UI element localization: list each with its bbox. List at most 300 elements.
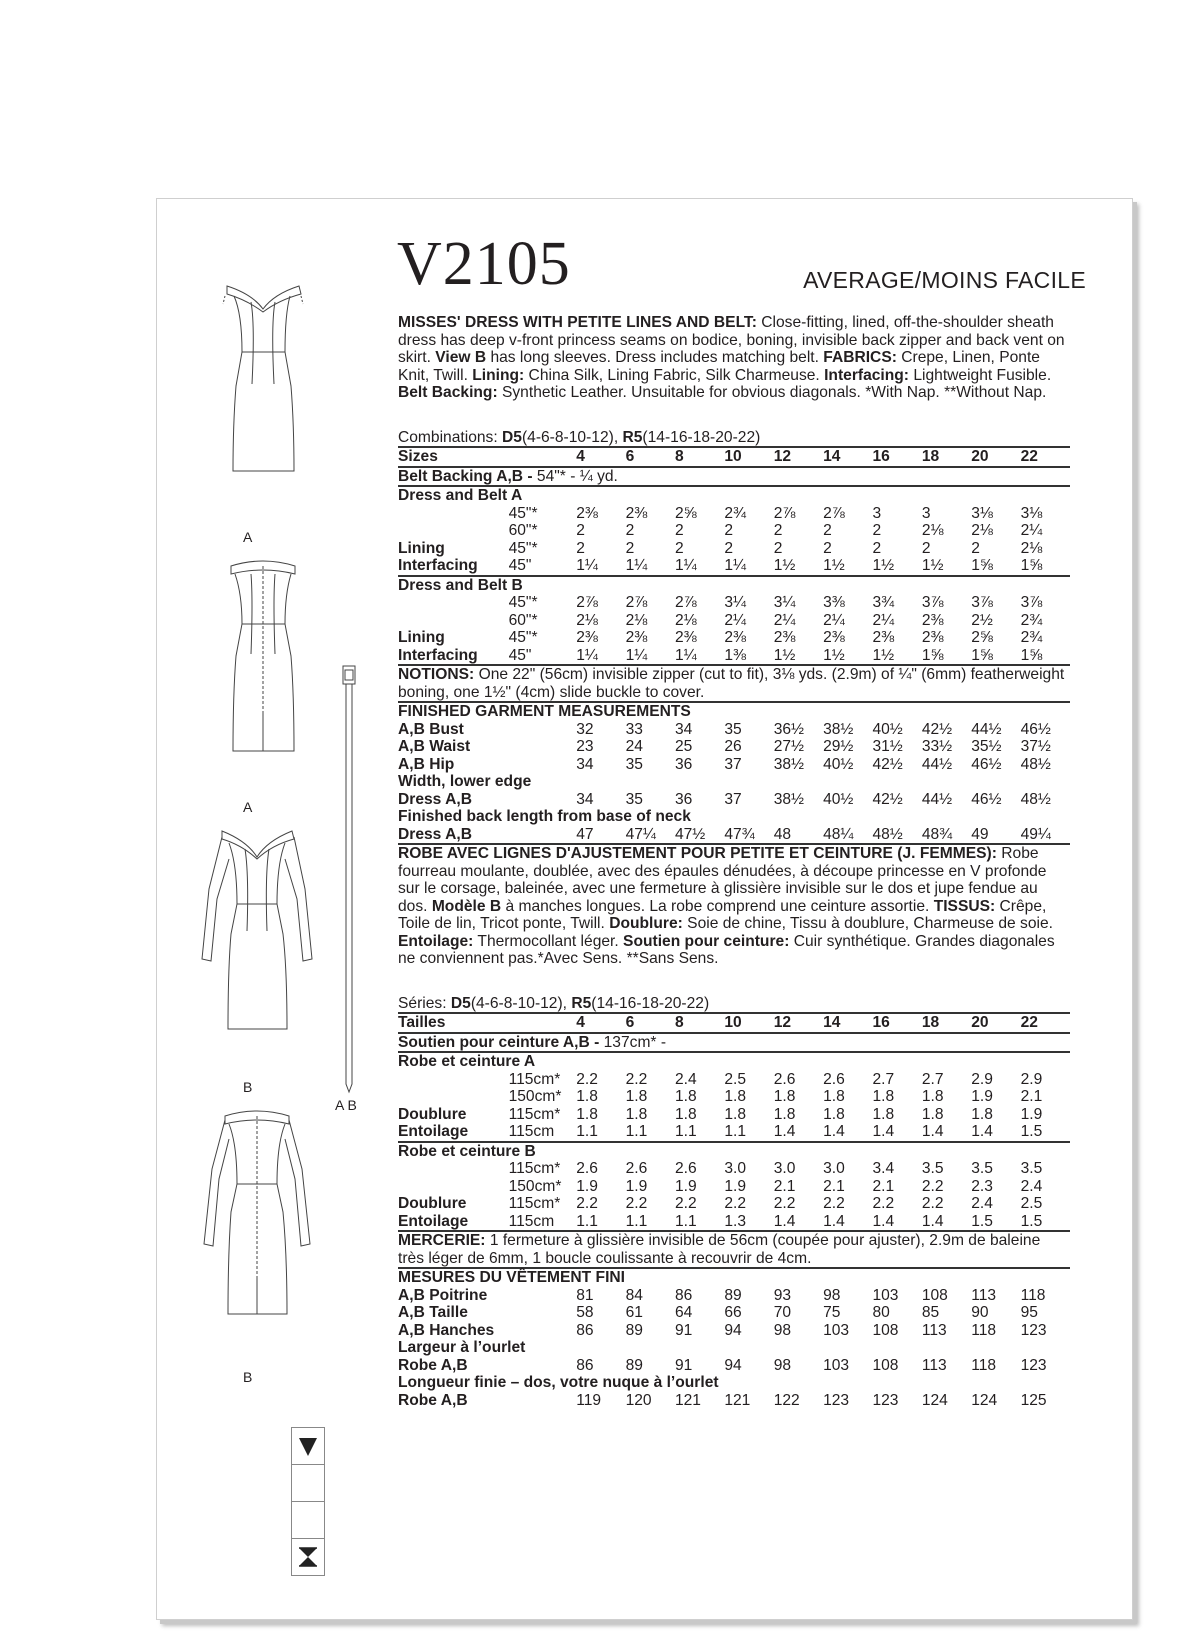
fabric-width: 115cm* <box>508 1195 561 1212</box>
measurement-value: 108 <box>872 1356 899 1374</box>
view-label-a-back: A <box>243 799 253 815</box>
yardage-value: 1¼ <box>724 557 746 574</box>
yardage-value: 2.2 <box>576 1195 598 1212</box>
size-header-cell: 8 <box>675 447 724 467</box>
notions-text: One 22" (56cm) invisible zipper (cut to fit), 3⅛ yds. (2.9m) of ¼" (6mm) featherweight boning, one 1½" (4cm) slide buckle to cover. <box>398 666 1065 701</box>
yardage-value: 1.8 <box>921 1105 944 1123</box>
yardage-value: 3¾ <box>872 594 895 611</box>
measurement-value: 36 <box>674 790 693 808</box>
dress-b-back-drawing <box>177 1094 327 1324</box>
fabric-width: 45" <box>508 646 532 664</box>
subheading-row <box>398 1339 1070 1357</box>
measurement-row <box>398 1304 1070 1322</box>
measurement-value: 37½ <box>1020 738 1051 755</box>
section-title: Dress and Belt B <box>398 576 1070 595</box>
yardage-value: 1⅝ <box>971 557 993 574</box>
yardage-value: 2⅛ <box>971 522 993 539</box>
row-label: Doublure <box>398 1195 467 1212</box>
yardage-value: 2.2 <box>625 1070 648 1088</box>
yardage-value: 1¼ <box>576 557 598 574</box>
yardage-value: 3.5 <box>1020 1160 1043 1177</box>
measurement-value: 93 <box>773 1286 792 1304</box>
yardage-value: 2.1 <box>823 1177 845 1195</box>
yardage-row <box>398 505 1070 523</box>
measurement-value: 27½ <box>773 738 805 755</box>
belt-backing-cell <box>398 1033 1070 1053</box>
measurement-value: 91 <box>674 1321 693 1339</box>
row-label: Interfacing <box>398 646 478 664</box>
pattern-details <box>398 314 1070 1409</box>
yardage-value: 2.6 <box>823 1070 845 1088</box>
yardage-value: 1¼ <box>625 557 648 574</box>
yardage-value: 1¼ <box>674 646 697 664</box>
size-header-cell: 4 <box>576 1013 625 1033</box>
yardage-value: 2¾ <box>724 504 746 522</box>
size-header-cell: 20 <box>971 1013 1020 1033</box>
fabric-width: 45"* <box>508 594 538 611</box>
yardage-value: 2.2 <box>823 1195 845 1212</box>
yardage-value: 1¼ <box>674 557 697 574</box>
size-header-cell: 12 <box>774 1013 823 1033</box>
yardage-value: 2⅜ <box>773 629 796 646</box>
measurement-value: 123 <box>1020 1321 1047 1339</box>
measurement-row <box>398 721 1070 739</box>
yardage-value: 1.8 <box>724 1088 746 1105</box>
yardage-value: 2.2 <box>724 1195 746 1212</box>
yardage-row <box>398 1088 1070 1106</box>
dress-a-front-drawing <box>187 274 317 494</box>
yardage-value: 1.4 <box>823 1123 845 1140</box>
yardage-row <box>398 1106 1070 1124</box>
yardage-value: 1.9 <box>1020 1105 1043 1123</box>
measurement-value: 123 <box>1020 1356 1047 1374</box>
yardage-value: 2.6 <box>773 1070 796 1088</box>
yardage-value: 2.2 <box>872 1195 895 1212</box>
yardage-value: 2⅞ <box>773 504 796 522</box>
yardage-value: 2⅜ <box>823 629 845 646</box>
yardage-value: 1.4 <box>773 1123 796 1140</box>
measurement-value: 36 <box>674 755 693 773</box>
yardage-value: 2¼ <box>773 611 796 629</box>
yardage-value: 2⅜ <box>921 629 944 646</box>
yardage-value: 2 <box>872 539 882 557</box>
yardage-value: 1½ <box>872 557 895 574</box>
yardage-value: 2 <box>773 522 783 539</box>
yardage-value: 2.4 <box>1020 1177 1043 1195</box>
yardage-value: 1.8 <box>625 1105 648 1123</box>
belt-backing-cell <box>398 467 1070 487</box>
yardage-value: 3⅞ <box>1020 594 1043 611</box>
yardage-value: 1⅝ <box>1020 646 1043 664</box>
yardage-value: 3⅛ <box>971 504 993 522</box>
belt-backing-label: Belt Backing A,B - <box>398 467 537 485</box>
yardage-value: 2⅝ <box>971 629 993 646</box>
measurement-value: 37 <box>724 755 742 773</box>
view-label-a-front: A <box>243 529 253 545</box>
yardage-value: 3.5 <box>921 1160 944 1177</box>
yardage-value: 2 <box>674 539 684 557</box>
yardage-value: 2.6 <box>576 1160 598 1177</box>
yardage-value: 2.2 <box>674 1195 697 1212</box>
measurement-value: 38½ <box>823 720 854 738</box>
yardage-value: 1.9 <box>625 1177 648 1195</box>
size-header-cell: 14 <box>823 1013 872 1033</box>
yardage-value: 1.8 <box>674 1088 697 1105</box>
size-header-cell: 22 <box>1021 447 1070 467</box>
yardage-value: 1.5 <box>1020 1212 1043 1230</box>
triangle-down-icon <box>292 1428 324 1465</box>
yardage-value: 3 <box>921 504 931 522</box>
notions-row <box>398 665 1070 702</box>
row-label <box>398 522 509 540</box>
measurement-value: 89 <box>625 1321 643 1339</box>
measurement-value: 119 <box>576 1391 602 1409</box>
yardage-row <box>398 1213 1070 1232</box>
measurement-value: 80 <box>872 1304 890 1321</box>
fabric-width: 45"* <box>508 539 538 557</box>
measurement-value: 86 <box>576 1321 594 1339</box>
size-header-cell: 10 <box>724 447 773 467</box>
size-header-cell: 10 <box>724 1013 773 1033</box>
yardage-value: 1.3 <box>724 1212 746 1230</box>
size-header-cell: 4 <box>576 447 625 467</box>
yardage-value: 1.4 <box>921 1123 944 1140</box>
measurement-value: 26 <box>724 738 742 755</box>
yardage-value: 2⅜ <box>872 629 895 646</box>
measurement-value: 44½ <box>921 755 953 773</box>
measurement-value: 124 <box>921 1391 948 1409</box>
belt-backing-value: 54"* - ¼ yd. <box>536 467 618 485</box>
measurement-value: 40½ <box>872 720 903 738</box>
yardage-value: 2.2 <box>921 1195 944 1212</box>
yardage-value: 1.8 <box>724 1105 746 1123</box>
yardage-value: 2.5 <box>724 1070 746 1088</box>
measurement-value: 94 <box>724 1321 742 1339</box>
yardage-row <box>398 1160 1070 1178</box>
measurement-label: A,B Hanches <box>398 1321 495 1339</box>
back-length-label: Finished back length from base of neck <box>398 808 691 825</box>
section-title-row <box>398 576 1070 595</box>
yardage-row <box>398 522 1070 540</box>
belt-backing-value: 137cm* - <box>603 1033 667 1051</box>
view-label-b-back: B <box>243 1369 253 1385</box>
measurement-row <box>398 826 1070 844</box>
notions-label: MERCERIE: <box>398 1232 486 1249</box>
section-title-row <box>398 1142 1070 1161</box>
fabric-width: 45"* <box>508 629 538 646</box>
measurement-value: 122 <box>773 1391 800 1409</box>
yardage-value: 2⅞ <box>625 594 648 611</box>
measurement-value: 48½ <box>1020 790 1051 808</box>
yardage-value: 2⅛ <box>921 522 944 539</box>
notions-row <box>398 1231 1070 1268</box>
row-label <box>398 1071 509 1089</box>
size-header-cell: 6 <box>626 447 675 467</box>
size-header-cell: 18 <box>922 1013 971 1033</box>
measurement-row <box>398 1287 1070 1305</box>
yardage-value: 2⅜ <box>625 504 648 522</box>
yardage-value: 2⅜ <box>576 629 598 646</box>
yardage-value: 2 <box>576 539 585 557</box>
measurement-value: 49¼ <box>1020 825 1051 843</box>
french-combinations: Séries: D5(4-6-8-10-12), R5(14-16-18-20-22) <box>398 994 710 1012</box>
yardage-value: 1.8 <box>625 1088 648 1105</box>
yardage-value: 2 <box>576 522 585 539</box>
measurement-value: 121 <box>724 1391 751 1409</box>
yardage-value: 1.9 <box>724 1177 746 1195</box>
measurement-value: 46½ <box>971 790 1002 808</box>
measurement-value: 123 <box>872 1391 899 1409</box>
measurement-value: 118 <box>971 1321 997 1339</box>
measurement-value: 48¼ <box>823 825 854 843</box>
yardage-value: 2 <box>872 522 882 539</box>
measurement-value: 113 <box>921 1321 947 1339</box>
section-title: Robe et ceinture A <box>398 1052 1070 1071</box>
yardage-value: 1.1 <box>674 1123 697 1140</box>
yardage-value: 3.5 <box>971 1160 993 1177</box>
measurement-value: 35 <box>724 720 742 738</box>
sizes-header-row <box>398 447 1070 467</box>
section-title-row <box>398 1052 1070 1071</box>
yardage-value: 2 <box>625 522 635 539</box>
yardage-value: 1.4 <box>971 1123 993 1140</box>
yardage-value: 3.0 <box>823 1160 845 1177</box>
measurement-value: 103 <box>823 1321 850 1339</box>
row-label: Entoilage <box>398 1212 469 1230</box>
yardage-value: 2.7 <box>921 1070 944 1088</box>
belt-label: A B <box>335 1097 357 1113</box>
yardage-value: 2¼ <box>872 611 895 629</box>
yardage-value: 1⅝ <box>1020 557 1043 574</box>
difficulty-level: AVERAGE/MOINS FACILE <box>803 267 1086 293</box>
yardage-value: 1½ <box>823 557 845 574</box>
notions-label: NOTIONS: <box>398 666 475 683</box>
yardage-value: 3⅞ <box>921 594 944 611</box>
measurement-value: 89 <box>724 1286 742 1304</box>
measurement-row <box>398 1322 1070 1340</box>
yardage-value: 2.2 <box>576 1070 598 1088</box>
yardage-value: 2⅞ <box>674 594 697 611</box>
yardage-value: 1.4 <box>921 1212 944 1230</box>
yardage-value: 2 <box>823 522 832 539</box>
yardage-value: 2¾ <box>1020 611 1043 629</box>
yardage-value: 2¾ <box>1020 629 1043 646</box>
yardage-value: 1.1 <box>674 1212 697 1230</box>
section-title-row <box>398 486 1070 505</box>
measurement-value: 38½ <box>773 755 805 773</box>
measurement-value: 44½ <box>971 720 1002 738</box>
yardage-value: 2.1 <box>872 1177 895 1195</box>
fabric-width: 45" <box>508 557 532 574</box>
yardage-value: 3.4 <box>872 1160 895 1177</box>
yardage-value: 2½ <box>971 611 993 629</box>
fabric-width: 115cm* <box>508 1105 561 1123</box>
measurement-value: 125 <box>1020 1391 1047 1409</box>
yardage-value: 2.3 <box>971 1177 993 1195</box>
fabric-width: 115cm* <box>508 1070 561 1088</box>
width-lower-edge-label: Width, lower edge <box>398 773 532 790</box>
belt-backing-row <box>398 467 1070 487</box>
dress-a-back-drawing <box>187 544 317 764</box>
dress-b-front-drawing <box>177 819 327 1039</box>
finished-title-row <box>398 702 1070 721</box>
size-header-cell: 6 <box>626 1013 675 1033</box>
yardage-value: 2 <box>773 539 783 557</box>
measurement-value: 108 <box>921 1286 948 1304</box>
symbol-legend <box>291 1427 325 1576</box>
measurement-value: 85 <box>921 1304 940 1321</box>
measurement-row <box>398 738 1070 756</box>
yardage-value: 2⅛ <box>625 611 648 629</box>
yardage-value: 3⅜ <box>823 594 845 611</box>
width-lower-edge-label: Largeur à l’ourlet <box>398 1339 526 1356</box>
measurement-label: A,B Bust <box>398 720 464 738</box>
measurement-value: 75 <box>823 1304 841 1321</box>
measurement-value: 48 <box>773 825 792 843</box>
fabric-width: 115cm <box>508 1123 555 1140</box>
yardage-value: 1.8 <box>773 1105 796 1123</box>
yardage-value: 2⅞ <box>823 504 845 522</box>
yardage-value: 2.6 <box>625 1160 648 1177</box>
measurement-row <box>398 1357 1070 1375</box>
measurement-value: 34 <box>674 720 693 738</box>
yardage-value: 1.8 <box>971 1105 993 1123</box>
yardage-value: 2 <box>674 522 684 539</box>
yardage-value: 1.4 <box>872 1123 895 1140</box>
measurement-value: 103 <box>872 1286 899 1304</box>
yardage-value: 1½ <box>773 646 796 664</box>
size-header-cell: 18 <box>922 447 971 467</box>
view-label-b-front: B <box>243 1079 253 1095</box>
measurement-value: 113 <box>921 1356 947 1374</box>
measurement-row <box>398 791 1070 809</box>
section-title: Robe et ceinture B <box>398 1142 1070 1161</box>
measurement-label: A,B Hip <box>398 755 455 773</box>
fabric-width: 150cm* <box>508 1177 562 1195</box>
yardage-value: 1.4 <box>773 1212 796 1230</box>
notions-cell <box>398 1231 1070 1268</box>
yardage-value: 1.1 <box>625 1123 648 1140</box>
pattern-number: V2105 <box>397 230 571 298</box>
yardage-value: 1.9 <box>674 1177 697 1195</box>
yardage-value: 1.8 <box>576 1088 598 1105</box>
finished-title: MESURES DU VÊTEMENT FINI <box>398 1268 1070 1287</box>
yardage-value: 1.8 <box>823 1105 845 1123</box>
measurement-value: 42½ <box>872 755 903 773</box>
yardage-value: 1½ <box>823 646 845 664</box>
yardage-value: 2.6 <box>674 1160 697 1177</box>
measurement-value: 86 <box>576 1356 594 1374</box>
measurement-value: 98 <box>773 1321 792 1339</box>
sizes-header-row <box>398 1013 1070 1033</box>
fabric-width: 115cm <box>508 1212 555 1230</box>
yardage-value: 3 <box>872 504 882 522</box>
yardage-value: 2¼ <box>823 611 845 629</box>
measurement-value: 44½ <box>921 790 953 808</box>
yardage-value: 1.8 <box>823 1088 845 1105</box>
hourglass-icon <box>292 1539 324 1575</box>
measurement-value: 47½ <box>674 825 706 843</box>
yardage-value: 2.9 <box>1020 1070 1043 1088</box>
yardage-value: 1⅝ <box>971 646 993 664</box>
yardage-value: 1.5 <box>1020 1123 1043 1140</box>
measurement-value: 58 <box>576 1304 594 1321</box>
yardage-value: 1.8 <box>872 1105 895 1123</box>
yardage-value: 2⅛ <box>576 611 598 629</box>
measurement-value: 42½ <box>872 790 903 808</box>
yardage-value: 1.8 <box>773 1088 796 1105</box>
yardage-value: 3¼ <box>724 594 746 611</box>
yardage-value: 1.1 <box>576 1212 598 1230</box>
yardage-value: 3.0 <box>724 1160 746 1177</box>
measurement-label: A,B Waist <box>398 738 471 755</box>
yardage-value: 2 <box>971 539 980 557</box>
measurement-value: 29½ <box>823 738 854 755</box>
measurement-value: 37 <box>724 790 742 808</box>
measurement-value: 94 <box>724 1356 742 1374</box>
measurement-value: 49 <box>971 825 989 843</box>
measurement-value: 48½ <box>1020 755 1051 773</box>
measurement-value: 34 <box>576 755 594 773</box>
subheading-row <box>398 773 1070 791</box>
subheading-row <box>398 1374 1070 1392</box>
size-header-cell: 16 <box>872 1013 921 1033</box>
english-yardage-table <box>398 446 1070 843</box>
yardage-value: 3.0 <box>773 1160 796 1177</box>
subheading-row <box>398 808 1070 826</box>
yardage-row <box>398 612 1070 630</box>
measurement-value: 123 <box>823 1391 850 1409</box>
yardage-value: 1.4 <box>823 1212 845 1230</box>
measurement-value: 35 <box>625 755 643 773</box>
measurement-value: 89 <box>625 1356 643 1374</box>
yardage-value: 2⅜ <box>674 629 697 646</box>
yardage-value: 2.7 <box>872 1070 895 1088</box>
belt-backing-row <box>398 1033 1070 1053</box>
fabric-width: 150cm* <box>508 1088 562 1105</box>
yardage-row <box>398 1123 1070 1142</box>
size-header-cell: 20 <box>971 447 1020 467</box>
size-header-cell: 16 <box>872 447 921 467</box>
yardage-value: 2 <box>921 539 931 557</box>
measurement-value: 103 <box>823 1356 850 1374</box>
measurement-value: 32 <box>576 720 594 738</box>
measurement-value: 86 <box>674 1286 693 1304</box>
yardage-value: 1½ <box>773 557 796 574</box>
row-label <box>398 612 509 630</box>
yardage-value: 1.8 <box>674 1105 697 1123</box>
fabric-width: 45"* <box>508 504 538 522</box>
yardage-value: 1.8 <box>872 1088 895 1105</box>
measurement-value: 23 <box>576 738 594 755</box>
belt-backing-label: Soutien pour ceinture A,B - <box>398 1033 604 1051</box>
yardage-value: 3¼ <box>773 594 796 611</box>
yardage-value: 1⅝ <box>921 646 944 664</box>
row-label <box>398 1160 509 1178</box>
measurement-value: 38½ <box>773 790 805 808</box>
yardage-value: 1.8 <box>576 1105 598 1123</box>
measurement-value: 70 <box>773 1304 792 1321</box>
measurement-value: 40½ <box>823 790 854 808</box>
measurement-value: 34 <box>576 790 594 808</box>
french-description: ROBE AVEC LIGNES D'AJUSTEMENT POUR PETITE ET CEINTURE (J. FEMMES): Robe fourreau moulante, doublée, avec des épaules dénudées, à découpe princesse en V profonde sur le corsage, baleinée, avec une fermeture à glissière invisible sur le dos et jupe fendue au dos. Modèle B à manches longues. La robe comprend une ceinture assortie. TISSUS: Crêpe, Toile de lin, Tricot ponte, Twill. Doublure: Soie de chine, Tissu à doublure, Charmeuse de soie. Entoilage: Thermocollant léger. Soutien pour ceinture: Cuir synthétique. Grandes diagonales ne conviennent pas.*Avec Sens. **Sans Sens. <box>398 843 1070 968</box>
measurement-value: 35 <box>625 790 643 808</box>
yardage-value: 2.1 <box>1020 1088 1043 1105</box>
yardage-value: 2⅜ <box>625 629 648 646</box>
measurement-value: 35½ <box>971 738 1002 755</box>
row-label <box>398 1088 509 1106</box>
measurement-value: 113 <box>971 1286 997 1304</box>
